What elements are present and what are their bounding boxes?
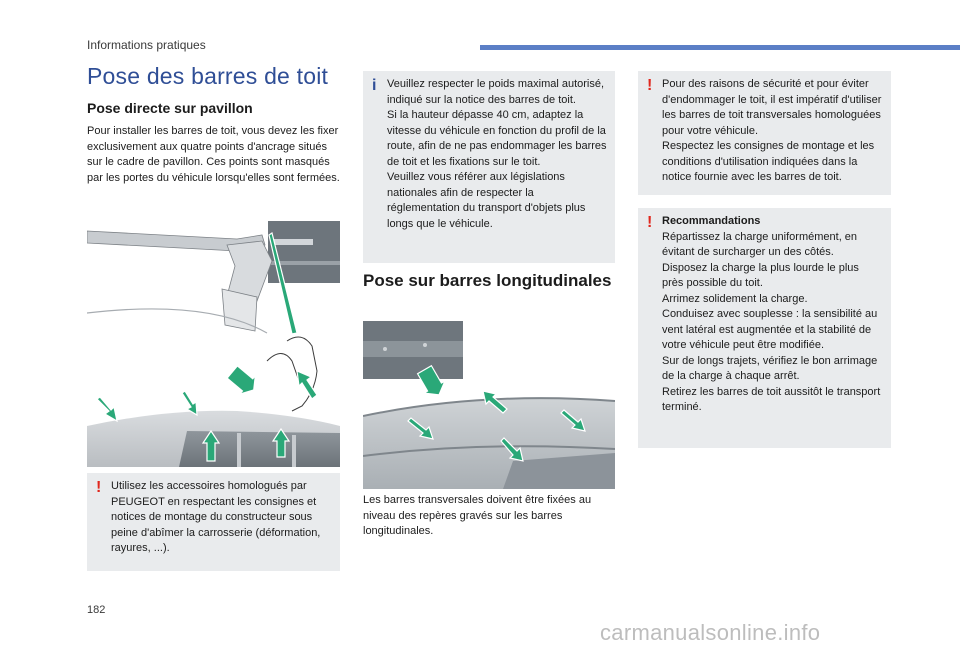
section-longitudinal-title: Pose sur barres longitudinales xyxy=(363,271,612,290)
intro-paragraph: Pour installer les barres de toit, vous devez les fixer exclusivement aux quatre points d'ancrage situés sur le cadre de pavillon. Ces points sont masqués par les portes du véhicule lorsqu'elles sont fermées. xyxy=(87,125,340,184)
longitudinal-caption: Les barres transversales doivent être fixées au niveau des repères gravés sur les barres longitudinales. xyxy=(363,494,592,537)
running-header: Informations pratiques xyxy=(87,38,206,52)
info-weight-text: Veuillez respecter le poids maximal autorisé, indiqué sur la notice des barres de toit. Si la hauteur dépasse 40 cm, adaptez la vitesse du véhicule en fonction du profil de la route, afin de ne pas endommager les barres de toit et les fixations sur le toit. Veuillez vous référer aux législations nationales afin de respecter la réglementation du transport d'objets plus longs que le véhicule. xyxy=(387,78,607,230)
warning-icon: ! xyxy=(96,479,102,496)
info-icon: i xyxy=(372,77,377,94)
warning-icon: ! xyxy=(647,214,653,231)
warning-safety-box xyxy=(638,71,891,195)
page-title: Pose des barres de toit xyxy=(87,63,329,89)
recommendations-text: Répartissez la charge uniformément, en évitant de surcharger un des côtés. Disposez la charge la plus lourde le plus près possible du toit. Arrimez solidement la charge. Conduisez avec souplesse : la sensibilité au vent latéral est augmentée et la stabilité de votre véhicule peut être modifiée. Sur de longs trajets, vérifiez le bon arrimage de la charge à chaque arrêt. Retirez les barres de toit aussitôt le transport terminé. xyxy=(662,230,881,413)
recommendations-title: Recommandations xyxy=(662,215,761,227)
warning-accessories-box xyxy=(87,473,340,571)
info-weight-box xyxy=(363,71,615,263)
warning-accessories-text: Utilisez les accessoires homologués par PEUGEOT en respectant les consignes et notices de montage du constructeur sous peine d'abîmer la carrosserie (déformation, rayures, ...). xyxy=(111,480,321,554)
longitudinal-bars-illustration xyxy=(363,321,615,489)
warning-safety-text: Pour des raisons de sécurité et pour éviter d'endommager le toit, il est impératif d'utiliser les barres de toit transversales homologuées pour votre véhicule. Respectez les consignes de montage et les conditions d'utilisation indiquées dans la notice fournie avec les barres de toit. xyxy=(662,78,882,183)
subsection-title: Pose directe sur pavillon xyxy=(87,100,253,116)
header-rule xyxy=(480,45,960,50)
recommendations-box xyxy=(638,208,891,448)
warning-icon: ! xyxy=(647,77,653,94)
roof-bar-installation-illustration xyxy=(87,221,340,467)
page-number: 182 xyxy=(87,604,106,616)
watermark: carmanualsonline.info xyxy=(600,620,821,645)
